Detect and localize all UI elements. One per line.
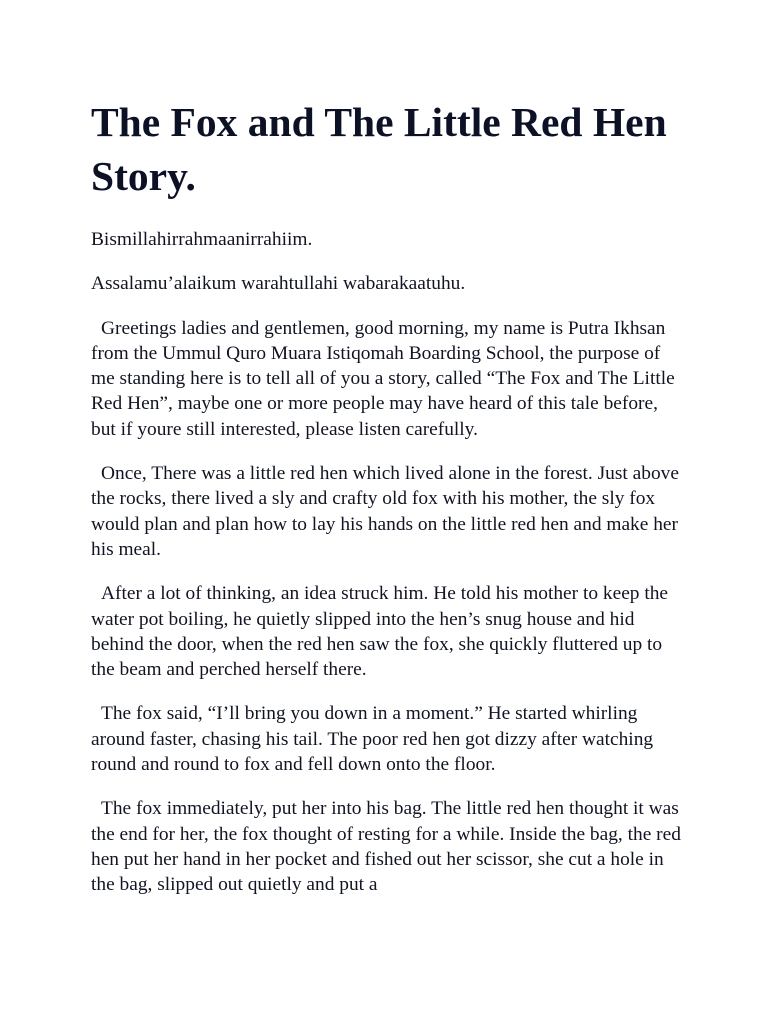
paragraph-story-4: The fox immediately, put her into his bag. The little red hen thought it was the end for her, the fox thought of resting for a while. Inside the bag, the red hen put her hand in her pocket and fished out her scissor, she cut a hole in the bag, slipped out quietly and put a xyxy=(91,798,681,896)
paragraph-introduction: Greetings ladies and gentlemen, good morning, my name is Putra Ikhsan from the Ummul Quro Muara Istiqomah Boarding School, the purpose of me standing here is to tell all of you a story, called “The Fox and The Little Red Hen”, maybe one or more people may have heard of this tale before, but if youre still interested, please listen carefully. xyxy=(91,317,675,440)
paragraph-story-3: The fox said, “I’ll bring you down in a moment.” He started whirling around faster, chasing his tail. The poor red hen got dizzy after watching round and round to fox and fell down onto the floor. xyxy=(91,703,654,776)
document-title: The Fox and The Little Red Hen Story. xyxy=(91,99,667,199)
paragraph-story-1: Once, There was a little red hen which lived alone in the forest. Just above the rocks, there lived a sly and crafty old fox with his mother, the sly fox would plan and plan how to lay his hands on the little red hen and make her his meal. xyxy=(91,463,679,560)
document-page xyxy=(91,95,681,917)
paragraph-greeting-salam: Assalamu’alaikum warahtullahi wabarakaatuhu. xyxy=(91,273,466,295)
paragraph-opening-prayer: Bismillahirrahmaanirrahiim. xyxy=(91,229,313,250)
paragraph-story-2: After a lot of thinking, an idea struck him. He told his mother to keep the water pot boiling, he quietly slipped into the hen’s snug house and hid behind the door, when the red hen saw the fox, she quickly fluttered up to the beam and perched herself there. xyxy=(91,583,669,681)
